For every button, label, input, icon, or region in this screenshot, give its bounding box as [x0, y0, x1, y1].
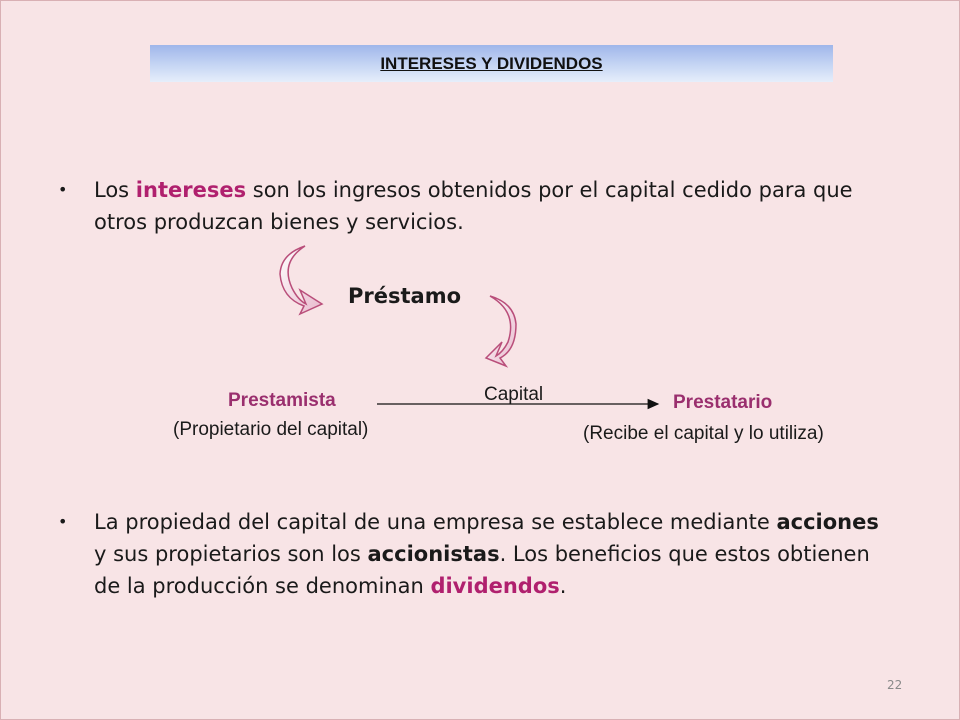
text-span: y sus propietarios son los	[94, 542, 368, 566]
term-intereses: intereses	[135, 178, 247, 202]
text-span: de la producción se denominan	[94, 574, 431, 598]
prestamo-label: Préstamo	[348, 284, 462, 308]
term-dividendos: dividendos	[430, 574, 560, 598]
prestatario-label: Prestatario	[673, 392, 773, 413]
prestamista-description: (Propietario del capital)	[173, 419, 369, 440]
bullet-dot: •	[58, 512, 68, 531]
prestamista-label: Prestamista	[228, 390, 336, 411]
bullet-text	[94, 506, 879, 602]
text-line: otros produzcan bienes y servicios.	[94, 210, 464, 234]
prestatario-description: (Recibe el capital y lo utiliza)	[583, 423, 824, 444]
text-span: La propiedad del capital de una empresa se establece mediante	[94, 510, 777, 534]
text-span: .	[559, 574, 567, 598]
page-number: 22	[887, 678, 903, 692]
text-span: son los ingresos obtenidos por el capital cedido para que	[246, 178, 853, 202]
curved-arrow-left-icon	[280, 246, 322, 314]
bullet-dot: •	[58, 180, 68, 199]
slide-title: INTERESES Y DIVIDENDOS	[380, 53, 603, 73]
curved-arrow-right-icon	[486, 296, 516, 366]
capital-label: Capital	[484, 384, 544, 405]
text-span: . Los beneficios que estos obtienen	[499, 542, 870, 566]
text-span: Los	[94, 178, 136, 202]
term-acciones: acciones	[776, 510, 879, 534]
term-accionistas: accionistas	[367, 542, 500, 566]
